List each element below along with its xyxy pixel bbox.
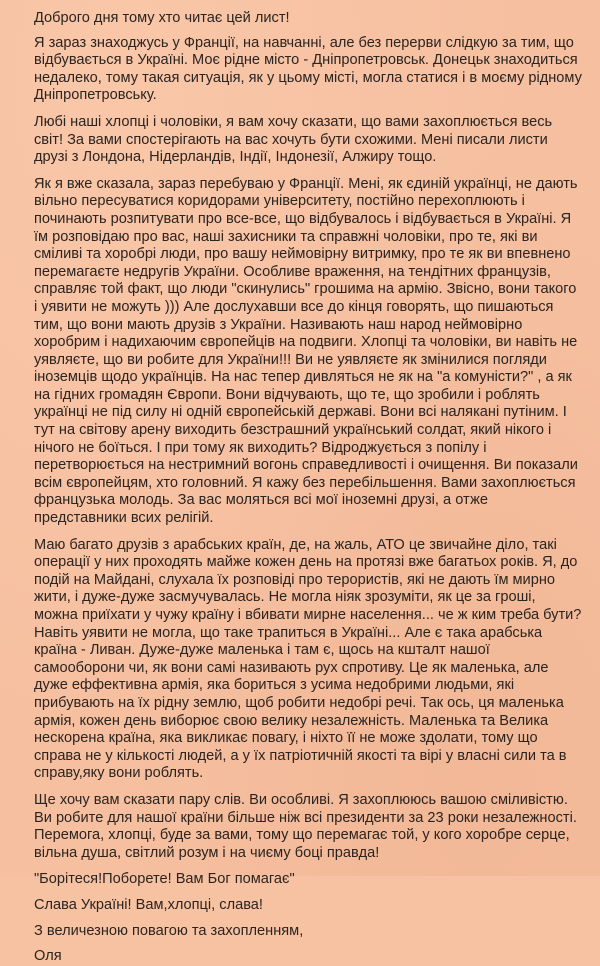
- closing-line: З величезною повагою та захопленням,: [34, 922, 304, 939]
- glory-line: Слава Україні! Вам,хлопці, слава!: [34, 896, 263, 913]
- signature: Оля: [34, 948, 62, 965]
- paragraph-studies-in-france: Я зараз знаходжусь у Франції, на навчанні, але без перерви слідкую за тим, що відбувається в Україні. Моє рідне місто - Дніпропетровськ. Донецьк знаходиться недалеко, тому такая ситуація, як у цьому місті, могла статися і в моєму рідному Дніпропетровську.: [34, 34, 582, 104]
- paragraph-university-stories: Як я вже сказала, зараз перебуваю у Франції. Мені, як єдиній українці, не дають вільно пересуватися коридорами університету, постійно перехоплюють і починають розпитувати про все-все, що відбувалось і відбувається в Україні. Я їм розповідаю про вас, наші захисники та справжні чоловіки, про те, які ви сміливі та хоробрі люди, про вашу неймовірну витримку, про те як ви впевнено перемагаєте недругів України. Особливе враження, на тендітних французів, справляє той факт, що люди "скинулись" грошима на армію. Звісно, вони такого і уявити не можуть ))) Але дослухавши все до кінця говорять, що пишаються тим, що вони мають друзів з України. Називають наш народ неймовірно хоробрим і надихаючим європейців на подвиги. Хлопці та чоловіки, ви навіть не уявляєте, що ви робите для України!!! Ви не уявляєте як змінилися погляди іноземців щодо українців. На нас тепер дивляться не як на "а комуністи?" , а як на гідних громадян Європи. Вони відчувають, що те, що зробили і роблять українці не під силу ні одній європейській державі. Вони всі налякані путіним. І тут на світову арену виходить безстрашний український солдат, який нікого і нічого не боїться. І при тому як виходить? Відроджується з попілу і перетворюється на нестримний вогонь справедливості і очищення. Ви показали всім європейцям, хто головний. Я кажу без перебільшення. Вами захоплюється французька молодь. За вас моляться всі мої іноземні друзі, а отже представники всих релігій.: [34, 175, 578, 527]
- paragraph-arab-friends: Маю багато друзів з арабських країн, де, на жаль, АТО це звичайне діло, такі операції у них проходять майже кожен день на протязі вже багатьох років. Я, до подій на Майдані, слухала їх розповіді про терористів, які не дають їм мирно жити, і дуже-дуже засмучувалась. Не могла ніяк зрозуміти, як це за гроші, можна приїхати у чужу країну і вбивати мирне населення... че ж ким треба бути? Навіть уявити не могла, що таке трапиться в Україні... Але є така арабська країна - Ливан. Дуже-дуже маленька і там є, щось на кшталт нашої самооборони чи, як вони самі називають рух спротиву. Це як маленька, але дуже еффективна армія, яка бориться з усима недобрими людьми, які прибувають на їх рідну землю, щоб робити недобрі речі. Так ось, ця маленька армія, кожен день виборює свою велику незалежність. Маленька та Велика нескорена країна, яка викликає повагу, і ніхто її не може здолати, тому що справа не у кількості людей, а у їх патріотичній якості та вірі у власні сили та в справу,яку вони роблять.: [34, 536, 582, 782]
- letter-body: [34, 10, 582, 966]
- slogan: "Борітеся!Поборете! Вам Бог помагає": [34, 871, 295, 888]
- paragraph-you-are-special: Ще хочу вам сказати пару слів. Ви особливі. Я захоплююсь вашою сміливістю. Ви робите для нашої країни більше ніж всі президенти за 23 роки незалежності. Перемога, хлопці, буде за вами, тому що перемагає той, у кого хоробре серце, вільна душа, світлий розум і на чиєму боці правда!: [34, 791, 577, 861]
- greeting: Доброго дня тому хто читає цей лист!: [34, 10, 290, 26]
- paragraph-world-admires: Любі наші хлопці і чоловіки, я вам хочу сказати, що вами захоплюється весь світ! За вами спостерігають на вас хочуть бути схожими. Мені писали листи друзі з Лондона, Нідерландів, Індії, Індонезії, Алжиру тощо.: [34, 113, 553, 166]
